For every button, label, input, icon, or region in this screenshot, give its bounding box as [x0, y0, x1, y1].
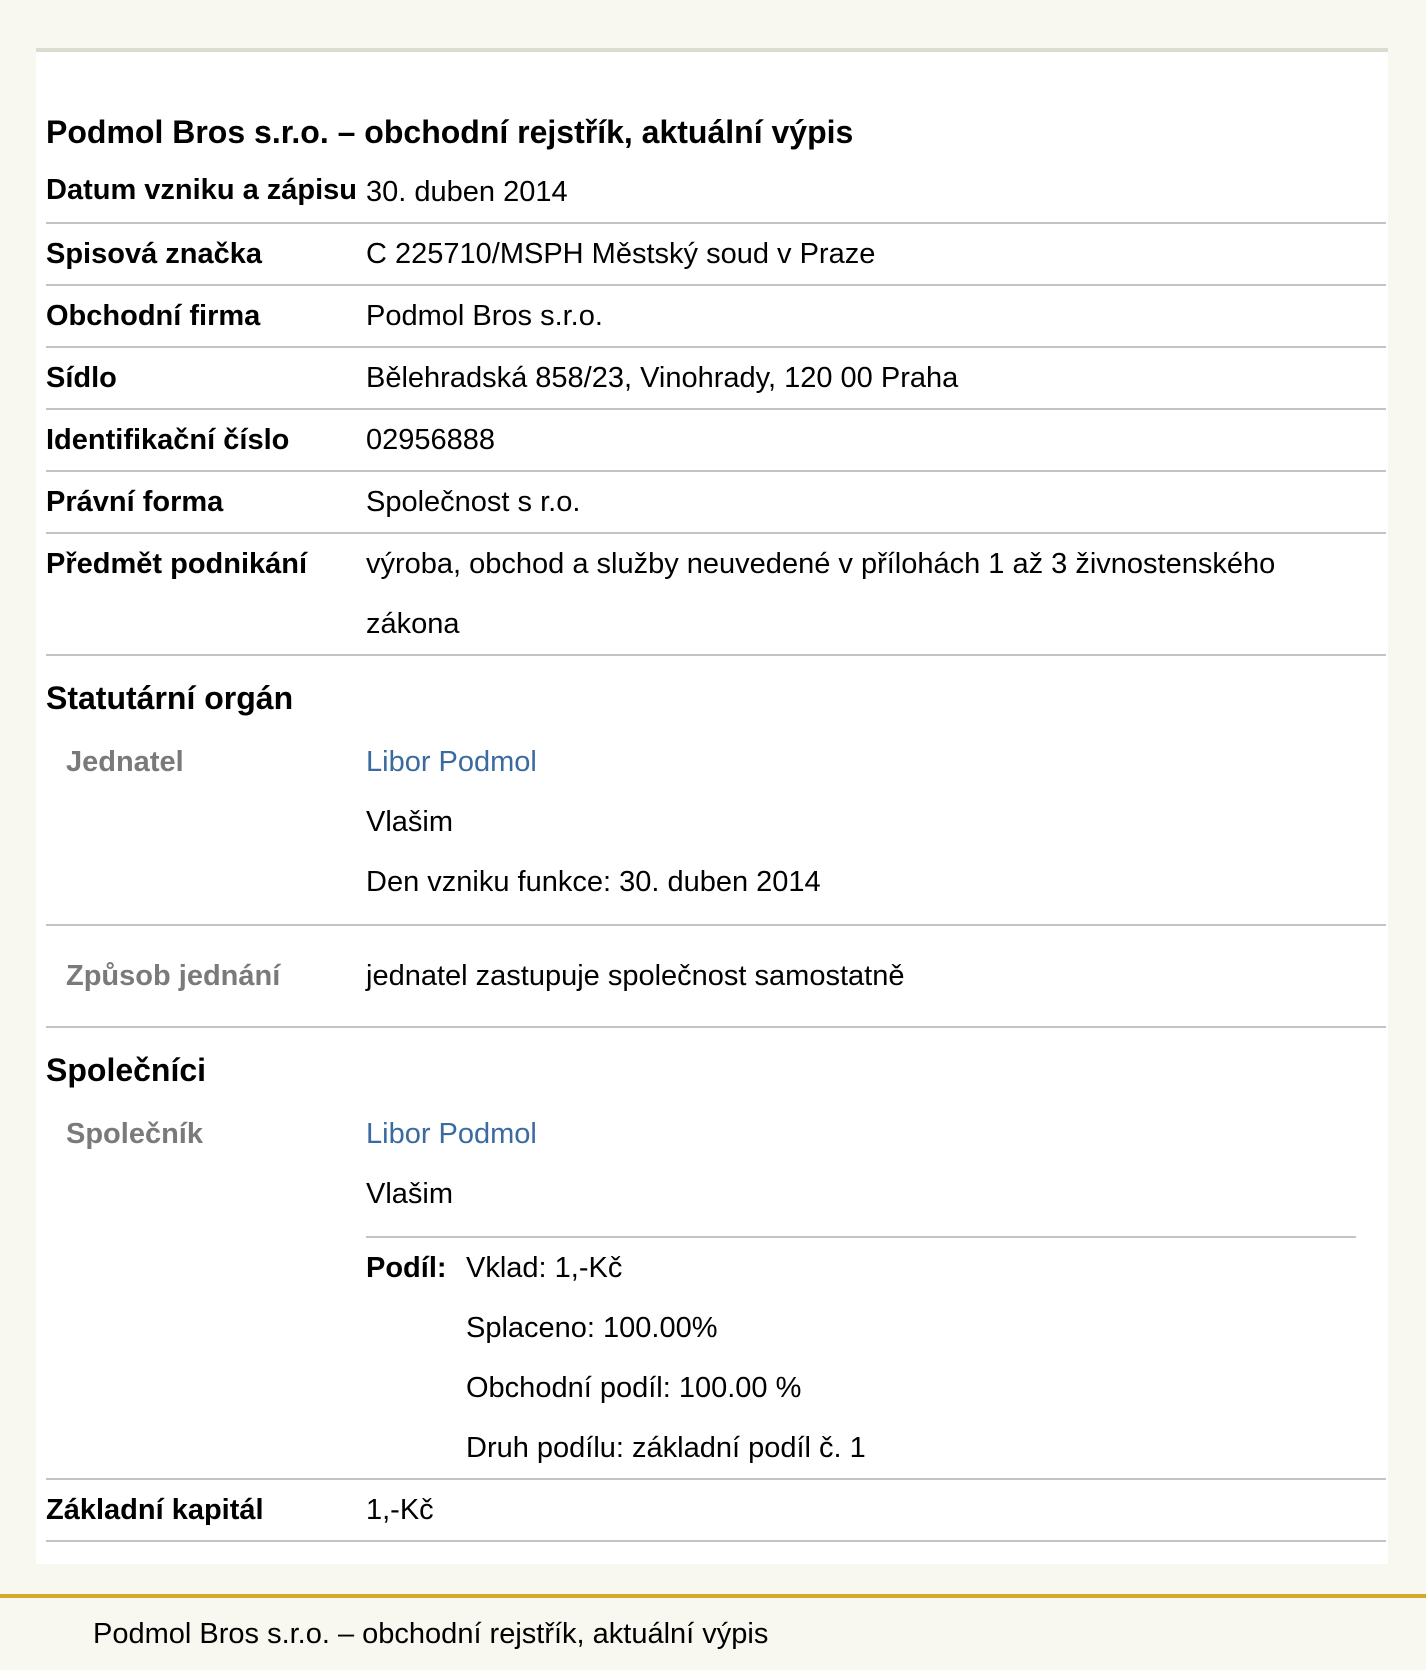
row-registered-capital — [46, 1480, 1386, 1542]
row-value: 1,-Kč — [366, 1494, 434, 1526]
executive-function-since: Den vzniku funkce: 30. duben 2014 — [366, 866, 821, 898]
row-seat — [46, 348, 1386, 410]
partner-share — [366, 1236, 1356, 1478]
row-value: C 225710/MSPH Městský soud v Praze — [366, 238, 876, 270]
section-heading-partners: Společníci — [46, 1052, 207, 1088]
share-values — [466, 1238, 1356, 1478]
row-label: Předmět podnikání — [46, 548, 308, 580]
row-founding-date — [46, 162, 1386, 224]
row-value: jednatel zastupuje společnost samostatně — [366, 960, 905, 992]
row-executive — [46, 732, 1386, 926]
row-label: Jednatel — [66, 746, 184, 778]
executive-city: Vlašim — [366, 806, 454, 838]
row-value: Bělehradská 858/23, Vinohrady, 120 00 Praha — [366, 362, 959, 394]
row-label: Datum vzniku a zápisu — [46, 174, 358, 206]
row-value: 02956888 — [366, 424, 496, 456]
page-footer — [0, 1594, 1426, 1670]
share-business-share: Obchodní podíl: 100.00 % — [466, 1372, 802, 1404]
row-partner — [46, 1104, 1386, 1480]
section-heading-statutory: Statutární orgán — [46, 680, 294, 716]
row-value: výroba, obchod a služby neuvedené v přílohách 1 až 3 živnostenského zákona — [366, 548, 1276, 640]
row-conduct — [46, 926, 1386, 1028]
register-extract-content — [46, 102, 1386, 1542]
register-extract-card — [36, 48, 1388, 1564]
footer-title: Podmol Bros s.r.o. – obchodní rejstřík, aktuální výpis — [93, 1618, 769, 1650]
row-label: Spisová značka — [46, 238, 262, 270]
row-label: Společník — [66, 1118, 203, 1150]
executive-name-link[interactable]: Libor Podmol — [366, 746, 537, 778]
share-type: Druh podílu: základní podíl č. 1 — [466, 1432, 866, 1464]
page-title: Podmol Bros s.r.o. – obchodní rejstřík, aktuální výpis — [46, 114, 854, 150]
row-label: Obchodní firma — [46, 300, 261, 332]
executive-details — [366, 732, 1386, 912]
row-business-scope — [46, 534, 1386, 656]
row-label: Základní kapitál — [46, 1494, 264, 1526]
share-deposit: Vklad: 1,-Kč — [466, 1252, 623, 1284]
partner-details — [366, 1104, 1386, 1478]
row-label: Způsob jednání — [66, 960, 281, 992]
row-label: Identifikační číslo — [46, 424, 290, 456]
row-legal-form — [46, 472, 1386, 534]
partner-city: Vlašim — [366, 1178, 454, 1210]
row-company-name — [46, 286, 1386, 348]
row-value: Společnost s r.o. — [366, 486, 581, 518]
share-paid: Splaceno: 100.00% — [466, 1312, 718, 1344]
row-value: 30. duben 2014 — [366, 176, 568, 208]
row-file-number — [46, 224, 1386, 286]
share-label: Podíl: — [366, 1252, 447, 1284]
row-value: Podmol Bros s.r.o. — [366, 300, 603, 332]
partner-name-link[interactable]: Libor Podmol — [366, 1118, 537, 1150]
row-id-number — [46, 410, 1386, 472]
row-label: Právní forma — [46, 486, 224, 518]
row-label: Sídlo — [46, 362, 117, 394]
